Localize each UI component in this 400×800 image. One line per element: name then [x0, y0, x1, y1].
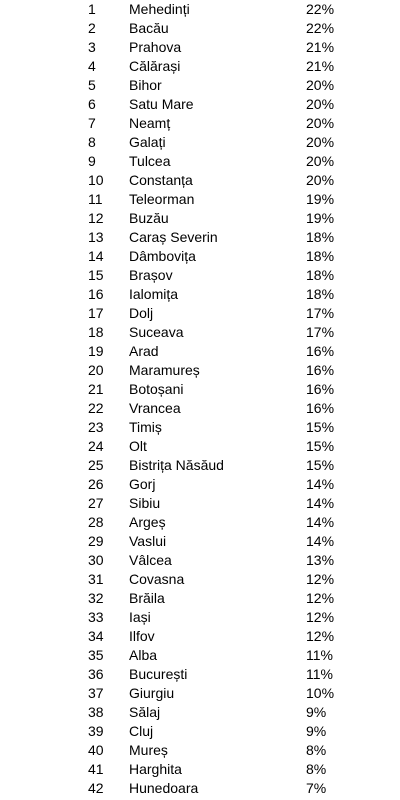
county-cell: Sibiu [129, 495, 161, 511]
rank-cell: 13 [88, 229, 104, 245]
county-cell: Olt [129, 438, 147, 454]
rank-cell: 28 [88, 514, 104, 530]
county-cell: Neamț [129, 115, 171, 131]
county-cell: Gorj [129, 476, 156, 492]
rank-cell: 26 [88, 476, 104, 492]
rank-cell: 33 [88, 609, 104, 625]
rank-cell: 20 [88, 362, 104, 378]
county-cell: Tulcea [129, 153, 171, 169]
rank-cell: 5 [88, 77, 96, 93]
rank-cell: 1 [88, 1, 96, 17]
rank-cell: 32 [88, 590, 104, 606]
rank-cell: 25 [88, 457, 104, 473]
county-cell: Hunedoara [129, 780, 199, 796]
rank-cell: 18 [88, 324, 104, 340]
table-row [0, 190, 400, 209]
county-cell: Bacău [129, 20, 169, 36]
county-cell: Harghita [129, 761, 182, 777]
rank-cell: 31 [88, 571, 104, 587]
percent-cell: 19% [306, 210, 335, 226]
percent-cell: 17% [306, 324, 335, 340]
county-cell: Bistrița Năsăud [129, 457, 224, 473]
rank-cell: 6 [88, 96, 96, 112]
table-row [0, 532, 400, 551]
rank-cell: 7 [88, 115, 96, 131]
rank-cell: 4 [88, 58, 96, 74]
rank-cell: 19 [88, 343, 104, 359]
table-row [0, 57, 400, 76]
table-row [0, 437, 400, 456]
county-cell: Galați [129, 134, 166, 150]
county-cell: Mehedinți [129, 1, 190, 17]
county-cell: Giurgiu [129, 685, 175, 701]
percent-cell: 22% [306, 1, 335, 17]
county-cell: Covasna [129, 571, 185, 587]
table-row [0, 399, 400, 418]
table-row [0, 570, 400, 589]
table-row [0, 152, 400, 171]
rank-cell: 34 [88, 628, 104, 644]
table-row [0, 779, 400, 798]
table-row [0, 456, 400, 475]
rank-cell: 9 [88, 153, 96, 169]
rank-cell: 10 [88, 172, 104, 188]
percent-cell: 11% [306, 666, 333, 682]
county-cell: Ilfov [129, 628, 155, 644]
rank-cell: 40 [88, 742, 104, 758]
county-cell: Botoșani [129, 381, 184, 397]
percent-cell: 20% [306, 172, 335, 188]
percent-cell: 13% [306, 552, 335, 568]
table-row [0, 76, 400, 95]
county-cell: Alba [129, 647, 158, 663]
table-row [0, 228, 400, 247]
percent-cell: 14% [306, 476, 335, 492]
rank-cell: 35 [88, 647, 104, 663]
table-row [0, 285, 400, 304]
table-row [0, 703, 400, 722]
county-cell: Călărași [129, 58, 181, 74]
county-cell: București [129, 666, 188, 682]
table-row [0, 304, 400, 323]
percent-cell: 22% [306, 20, 335, 36]
rank-cell: 36 [88, 666, 104, 682]
percent-cell: 11% [306, 647, 333, 663]
county-cell: Bihor [129, 77, 162, 93]
percent-cell: 7% [306, 780, 327, 796]
percent-cell: 16% [306, 343, 335, 359]
rank-cell: 23 [88, 419, 104, 435]
rank-cell: 39 [88, 723, 104, 739]
percent-cell: 21% [306, 39, 335, 55]
county-cell: Dâmbovița [129, 248, 196, 264]
table-row [0, 475, 400, 494]
county-cell: Timiș [129, 419, 162, 435]
rank-cell: 42 [88, 780, 104, 796]
rank-cell: 21 [88, 381, 104, 397]
percent-cell: 9% [306, 723, 327, 739]
table-row [0, 95, 400, 114]
table-row [0, 247, 400, 266]
county-cell: Teleorman [129, 191, 195, 207]
table-row [0, 760, 400, 779]
percent-cell: 21% [306, 58, 335, 74]
rank-cell: 15 [88, 267, 104, 283]
percent-cell: 20% [306, 153, 335, 169]
percent-cell: 18% [306, 248, 335, 264]
percent-cell: 19% [306, 191, 335, 207]
rank-cell: 38 [88, 704, 104, 720]
table-row [0, 627, 400, 646]
table-row [0, 0, 400, 19]
rank-cell: 14 [88, 248, 104, 264]
county-cell: Constanța [129, 172, 193, 188]
table-row [0, 494, 400, 513]
county-cell: Satu Mare [129, 96, 194, 112]
table-row [0, 646, 400, 665]
county-cell: Argeș [129, 514, 166, 530]
county-cell: Prahova [129, 39, 182, 55]
percent-cell: 9% [306, 704, 327, 720]
rank-cell: 30 [88, 552, 104, 568]
percent-cell: 14% [306, 533, 335, 549]
percent-cell: 16% [306, 381, 335, 397]
percent-cell: 12% [306, 609, 335, 625]
county-cell: Sălaj [129, 704, 161, 720]
county-cell: Vrancea [129, 400, 181, 416]
table-row [0, 266, 400, 285]
rank-cell: 27 [88, 495, 104, 511]
percent-cell: 8% [306, 742, 327, 758]
percent-cell: 15% [306, 419, 335, 435]
percent-cell: 12% [306, 571, 335, 587]
county-cell: Vaslui [129, 533, 167, 549]
rank-cell: 3 [88, 39, 96, 55]
table-row [0, 209, 400, 228]
rank-cell: 12 [88, 210, 104, 226]
percent-cell: 18% [306, 229, 335, 245]
table-row [0, 589, 400, 608]
table-row [0, 684, 400, 703]
percent-cell: 12% [306, 628, 335, 644]
rank-cell: 22 [88, 400, 104, 416]
table-row [0, 133, 400, 152]
percent-cell: 12% [306, 590, 335, 606]
rank-cell: 8 [88, 134, 96, 150]
table-row [0, 741, 400, 760]
county-cell: Mureș [129, 742, 168, 758]
percent-cell: 17% [306, 305, 335, 321]
county-cell: Brașov [129, 267, 173, 283]
percent-cell: 10% [306, 685, 335, 701]
percent-cell: 16% [306, 362, 335, 378]
table-row [0, 665, 400, 684]
county-cell: Buzău [129, 210, 169, 226]
rank-cell: 17 [88, 305, 104, 321]
percent-cell: 14% [306, 495, 335, 511]
table-row [0, 513, 400, 532]
table-row [0, 171, 400, 190]
rank-cell: 37 [88, 685, 104, 701]
table-row [0, 361, 400, 380]
table-row [0, 418, 400, 437]
percent-cell: 18% [306, 267, 335, 283]
rank-cell: 24 [88, 438, 104, 454]
table-row [0, 608, 400, 627]
county-cell: Iași [129, 609, 151, 625]
percent-cell: 20% [306, 134, 335, 150]
county-cell: Brăila [129, 590, 165, 606]
county-cell: Vâlcea [129, 552, 172, 568]
percent-cell: 8% [306, 761, 327, 777]
county-cell: Suceava [129, 324, 184, 340]
percent-cell: 18% [306, 286, 335, 302]
county-cell: Arad [129, 343, 159, 359]
rank-cell: 29 [88, 533, 104, 549]
percent-cell: 20% [306, 115, 335, 131]
county-cell: Caraș Severin [129, 229, 218, 245]
table-row [0, 323, 400, 342]
rank-cell: 41 [88, 761, 104, 777]
county-cell: Ialomița [129, 286, 179, 302]
percent-cell: 20% [306, 96, 335, 112]
table-row [0, 19, 400, 38]
percent-cell: 15% [306, 438, 335, 454]
rank-cell: 16 [88, 286, 104, 302]
table-row [0, 342, 400, 361]
table-row [0, 38, 400, 57]
county-cell: Dolj [129, 305, 154, 321]
county-cell: Maramureș [129, 362, 200, 378]
county-cell: Cluj [129, 723, 154, 739]
percent-cell: 20% [306, 77, 335, 93]
percent-cell: 15% [306, 457, 335, 473]
table-row [0, 114, 400, 133]
table-row [0, 380, 400, 399]
rank-cell: 11 [88, 191, 103, 207]
table-row [0, 722, 400, 741]
percent-cell: 16% [306, 400, 335, 416]
table-row [0, 551, 400, 570]
rank-cell: 2 [88, 20, 96, 36]
percent-cell: 14% [306, 514, 335, 530]
